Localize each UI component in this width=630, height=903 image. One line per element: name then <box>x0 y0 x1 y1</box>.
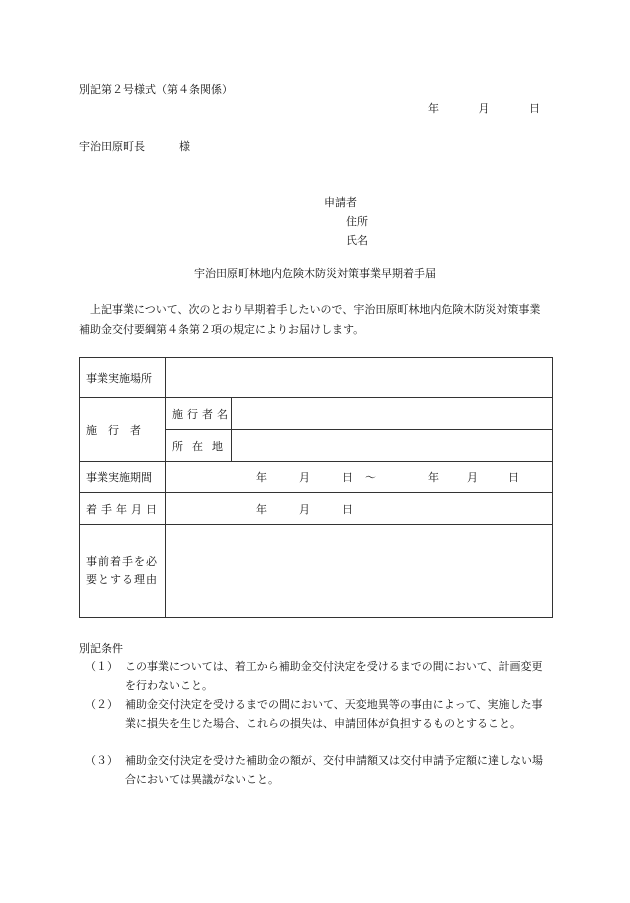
condition-item <box>85 657 553 695</box>
body-text: 上記事業について、次のとおり早期着手したいので、宇治田原町林地内危険木防災対策事業補助金交付要綱第４条第２項の規定によりお届けします。 <box>79 303 541 336</box>
start-year: 年 <box>256 502 267 516</box>
addressee <box>79 138 190 154</box>
period-day-2: 日 <box>508 471 519 484</box>
form-number: 別記第２号様式（第４条関係） <box>79 83 233 96</box>
applicant-label: 申請者 <box>324 196 357 209</box>
applicant-block <box>324 193 368 250</box>
condition-number: （１） <box>85 660 118 673</box>
start-date-field[interactable] <box>166 493 553 525</box>
site-label: 事業実施場所 <box>80 358 166 398</box>
condition-number: （３） <box>85 754 118 767</box>
applicant-name-label: 氏名 <box>346 234 368 247</box>
period-field[interactable] <box>166 462 553 493</box>
reason-field[interactable] <box>166 525 553 618</box>
contractor-address-field[interactable] <box>232 430 553 462</box>
reason-label: 事前着手を必要とする理由 <box>80 525 166 618</box>
application-form-table <box>79 357 553 618</box>
start-date-label: 着手年月日 <box>80 493 166 525</box>
body-paragraph <box>79 300 551 340</box>
date-month-label: 月 <box>478 102 490 115</box>
addressee-honorific: 様 <box>179 140 190 153</box>
condition-item <box>85 695 553 733</box>
contractor-name-field[interactable] <box>232 398 553 430</box>
date-day-label: 日 <box>529 102 540 115</box>
period-label: 事業実施期間 <box>80 462 166 493</box>
period-month: 月 <box>299 471 310 484</box>
start-month: 月 <box>299 502 310 516</box>
condition-text: 補助金交付決定を受けるまでの間において、天変地異等の事由によって、実施した事業に損失を生じた場合、これらの損失は、申請団体が負担するものとすること。 <box>125 698 543 730</box>
condition-item <box>85 751 553 789</box>
addressee-name: 宇治田原町長 <box>79 140 145 153</box>
period-separator: ～ <box>365 471 376 484</box>
period-year-2: 年 <box>428 471 439 484</box>
contractor-name-label: 施行者名 <box>166 398 232 430</box>
contractor-label: 施 行 者 <box>80 398 166 462</box>
site-field[interactable] <box>166 358 553 398</box>
period-day: 日 <box>342 471 353 484</box>
condition-text: 補助金交付決定を受けた補助金の額が、交付申請額又は交付申請予定額に達しない場合においては異議がないこと。 <box>125 754 543 786</box>
date-year-label: 年 <box>428 102 439 115</box>
document-title: 宇治田原町林地内危険木防災対策事業早期着手届 <box>194 267 436 280</box>
condition-number: （２） <box>85 698 118 711</box>
applicant-address-label: 住所 <box>346 215 368 228</box>
period-year: 年 <box>256 471 267 484</box>
date-line <box>428 100 540 116</box>
start-day: 日 <box>342 502 353 516</box>
conditions-heading: 別記条件 <box>79 642 123 655</box>
contractor-address-label: 所在地 <box>166 430 232 462</box>
period-month-2: 月 <box>467 471 478 484</box>
condition-text: この事業については、着工から補助金交付決定を受けるまでの間において、計画変更を行わないこと。 <box>125 660 543 692</box>
